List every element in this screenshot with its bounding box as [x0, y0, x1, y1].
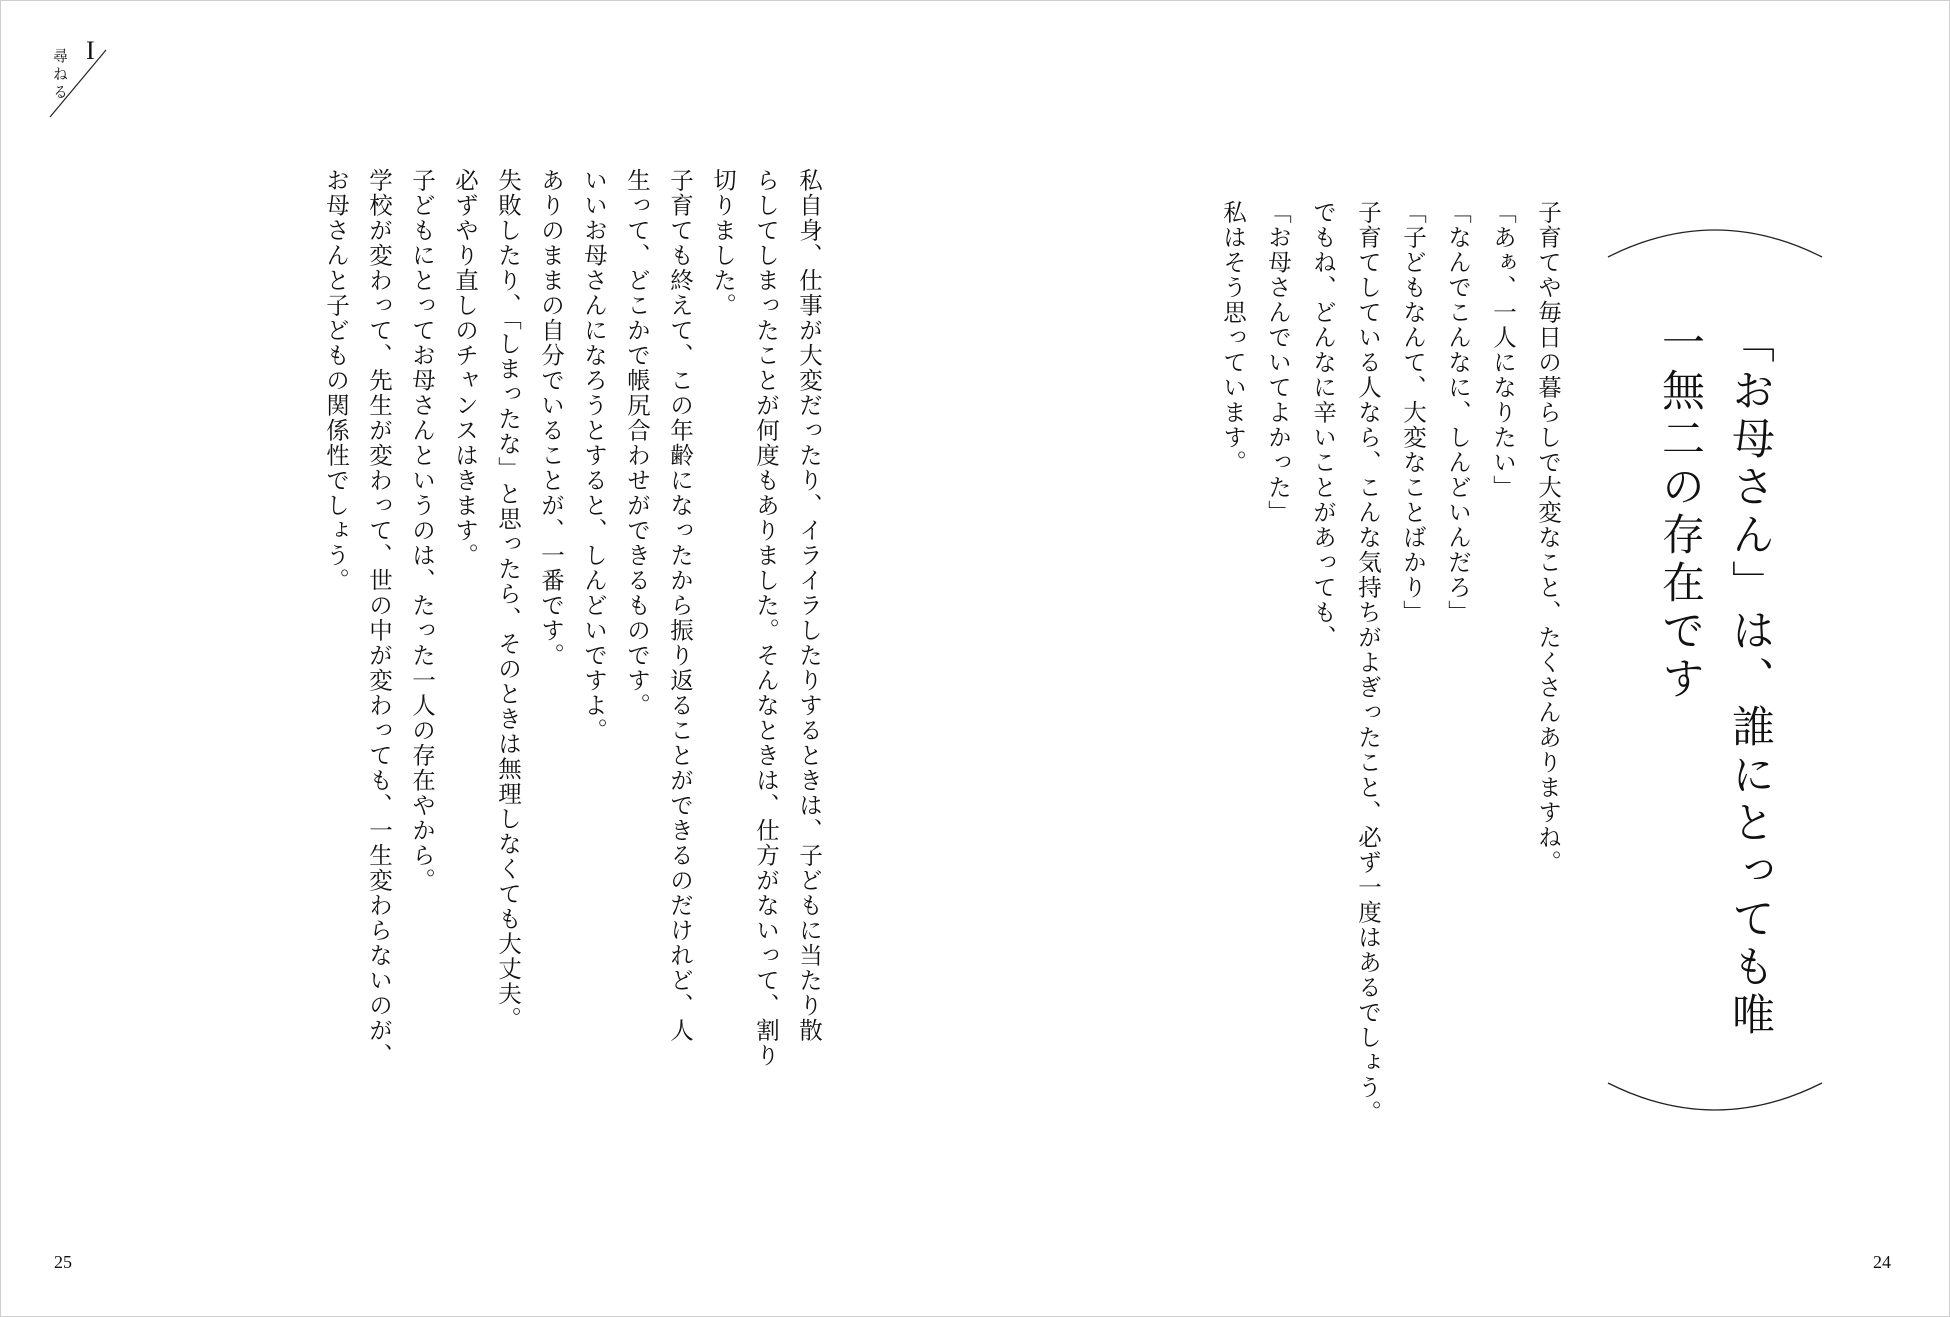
- text-line: 学校が変わって、先生が変わって、世の中が変わっても、一生変わらないのが、: [365, 168, 393, 1068]
- text-line: 子育てしている人なら、こんな気持ちがよぎったこと、必ず一度はあるでしょう。: [1354, 200, 1382, 1125]
- text-line: お母さんと子どもの関係性でしょう。: [322, 168, 350, 593]
- text-line: いいお母さんになろうとすると、しんどいですよ。: [580, 168, 608, 743]
- text-line: 生って、どこかで帳尻合わせができるものです。: [623, 168, 651, 718]
- text-line: らしてしまったことが何度もありました。そんなときは、仕方がないって、割り: [752, 168, 780, 1068]
- text-line: 「なんでこんなに、しんどいんだろ」: [1444, 200, 1472, 625]
- title-arc-bottom: [1600, 1075, 1830, 1125]
- title-arc-top: [1600, 215, 1830, 265]
- right-page-body: [1105, 200, 1570, 1220]
- text-line: 私はそう思っています。: [1219, 200, 1247, 475]
- text-line: 子どもにとってお母さんというのは、たった一人の存在やから。: [408, 168, 436, 893]
- chapter-title: 「お母さん」は、誰にとっても唯一無二の存在です: [1655, 320, 1775, 1040]
- section-label: 尋ねる: [51, 48, 69, 102]
- text-line: 子育てや毎日の暮らしで大変なこと、たくさんありますね。: [1534, 200, 1562, 875]
- text-line: 「子どもなんて、大変なことばかり」: [1399, 200, 1427, 625]
- page-number-right: 24: [1873, 1252, 1891, 1272]
- text-line: 子育ても終えて、この年齢になったから振り返ることができるのだけれど、人: [666, 168, 694, 1043]
- page-number-left: 25: [54, 1252, 72, 1272]
- text-line: でもね、どんなに辛いことがあっても、: [1309, 200, 1337, 650]
- text-line: 失敗したり、「しまったな」と思ったら、そのときは無理しなくても大丈夫。: [494, 168, 522, 1032]
- section-number: I: [86, 36, 95, 65]
- left-page-body: [165, 168, 830, 1198]
- text-line: ありのままの自分でいることが、一番です。: [537, 168, 565, 668]
- text-line: 「あぁ、一人になりたい」: [1489, 200, 1517, 500]
- text-line: 「お母さんでいてよかった」: [1264, 200, 1292, 525]
- text-line: 必ずやり直しのチャンスはきます。: [451, 168, 479, 568]
- text-line: 私自身、仕事が大変だったり、イライラしたりするときは、子どもに当たり散: [795, 168, 823, 1043]
- text-line: 切りました。: [709, 168, 737, 318]
